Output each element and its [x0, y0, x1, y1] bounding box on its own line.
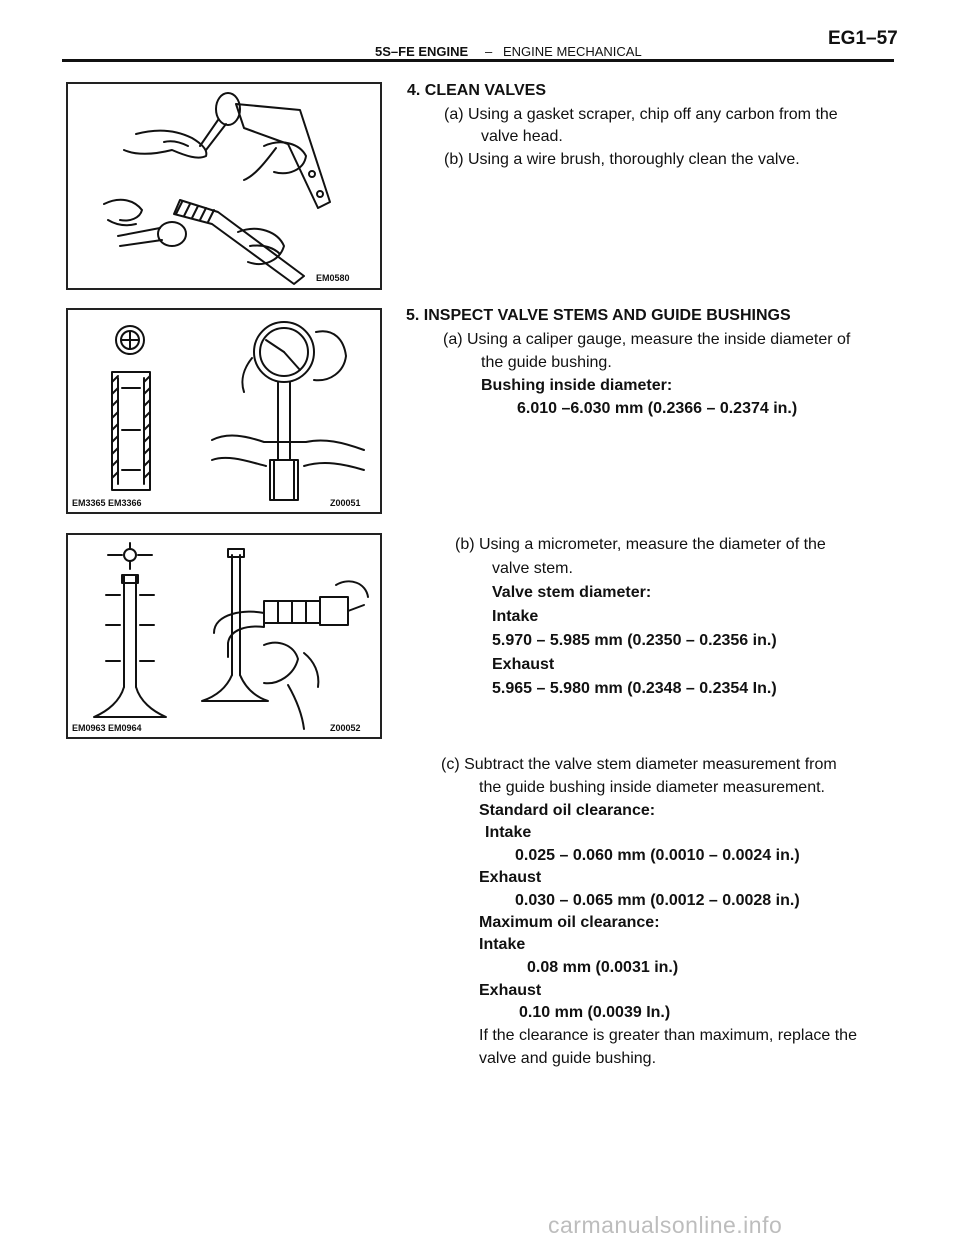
- header-separator: –: [485, 44, 493, 59]
- max-intake-value: 0.08 mm (0.0031 in.): [527, 959, 679, 976]
- max-clearance-label: Maximum oil clearance:: [479, 914, 660, 931]
- step5-a-line1: (a) Using a caliper gauge, measure the inside diameter of: [443, 331, 851, 348]
- step4-a-line1: (a) Using a gasket scraper, chip off any carbon from the: [444, 106, 838, 123]
- valve-stem-illustration: [68, 535, 380, 737]
- note-line1: If the clearance is greater than maximum, replace the: [479, 1027, 857, 1044]
- step5-c-line2: the guide bushing inside diameter measurement.: [479, 779, 825, 796]
- max-exhaust-value: 0.10 mm (0.0039 In.): [519, 1004, 671, 1021]
- step4-title: 4. CLEAN VALVES: [407, 82, 546, 99]
- figure-code-right: Z00052: [330, 723, 361, 733]
- step4-b: (b) Using a wire brush, thoroughly clean the valve.: [444, 151, 800, 168]
- std-intake-value: 0.025 – 0.060 mm (0.0010 – 0.0024 in.): [515, 847, 800, 864]
- std-exhaust-value: 0.030 – 0.065 mm (0.0012 – 0.0028 in.): [515, 892, 800, 909]
- step5-b-line1: (b) Using a micrometer, measure the diameter of the: [455, 536, 826, 553]
- stem-intake-label: Intake: [492, 608, 539, 625]
- figure-guide-bushing: [66, 308, 382, 514]
- max-intake-label: Intake: [479, 936, 526, 953]
- clean-valves-illustration: [68, 84, 380, 288]
- figure-code: EM0580: [316, 273, 350, 283]
- stem-spec-label: Valve stem diameter:: [492, 584, 652, 601]
- note-line2: valve and guide bushing.: [479, 1050, 657, 1067]
- watermark: carmanualsonline.info: [548, 1212, 783, 1238]
- header-section: ENGINE MECHANICAL: [503, 44, 642, 59]
- bushing-spec-value: 6.010 –6.030 mm (0.2366 – 0.2374 in.): [517, 400, 798, 417]
- step4-a-line2: valve head.: [481, 128, 563, 145]
- std-intake-label: Intake: [485, 824, 532, 841]
- figure-clean-valves: [66, 82, 382, 290]
- figure-code-right: Z00051: [330, 498, 361, 508]
- std-clearance-label: Standard oil clearance:: [479, 802, 656, 819]
- stem-exhaust-value: 5.965 – 5.980 mm (0.2348 – 0.2354 In.): [492, 680, 777, 697]
- step5-a-line2: the guide bushing.: [481, 354, 612, 371]
- stem-exhaust-label: Exhaust: [492, 656, 555, 673]
- step5-c-line1: (c) Subtract the valve stem diameter measurement from: [441, 756, 837, 773]
- step5-title: 5. INSPECT VALVE STEMS AND GUIDE BUSHINGS: [406, 307, 791, 324]
- step5-b-line2: valve stem.: [492, 560, 573, 577]
- figure-valve-stem: [66, 533, 382, 739]
- std-exhaust-label: Exhaust: [479, 869, 542, 886]
- figure-code-left: EM3365 EM3366: [72, 498, 142, 508]
- stem-intake-value: 5.970 – 5.985 mm (0.2350 – 0.2356 in.): [492, 632, 777, 649]
- bushing-spec-label: Bushing inside diameter:: [481, 377, 673, 394]
- page-number: EG1–57: [828, 28, 898, 49]
- guide-bushing-illustration: [68, 310, 380, 512]
- figure-code-left: EM0963 EM0964: [72, 723, 142, 733]
- header-rule: [62, 59, 894, 62]
- max-exhaust-label: Exhaust: [479, 982, 542, 999]
- header-engine: 5S–FE ENGINE: [375, 44, 469, 59]
